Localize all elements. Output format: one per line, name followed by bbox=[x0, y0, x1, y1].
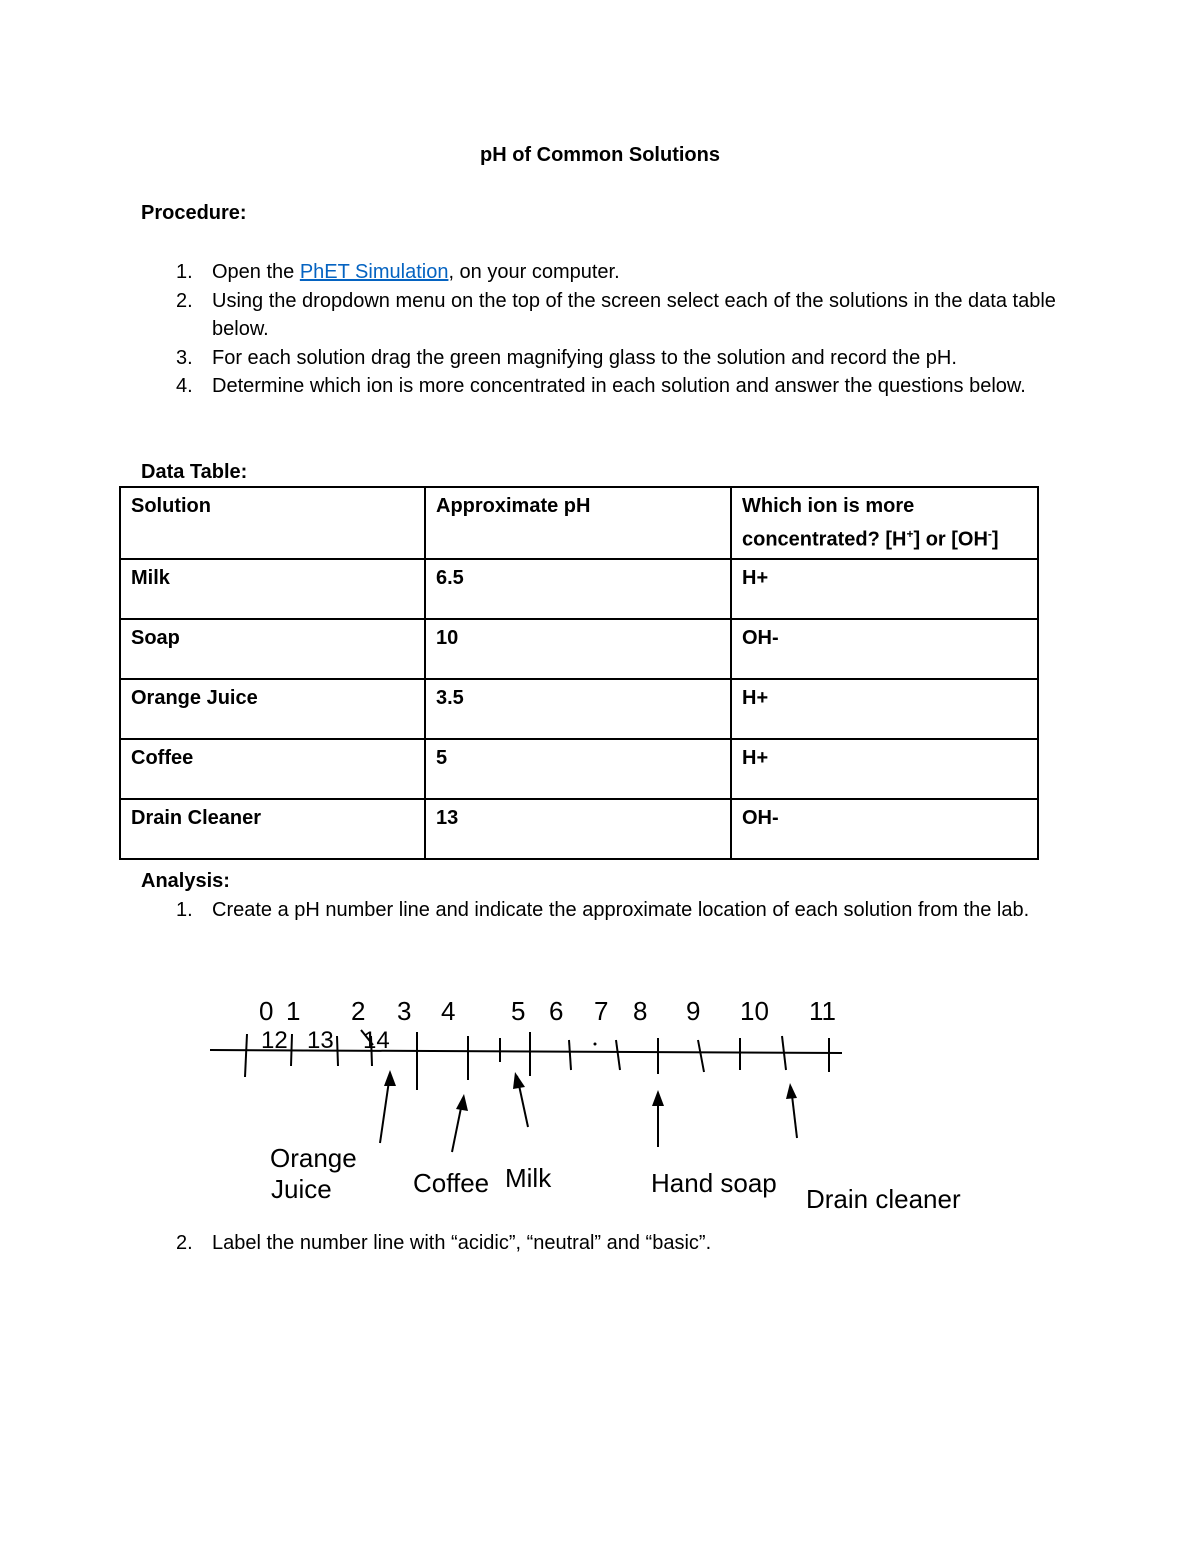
solution-label-coffee: Coffee bbox=[413, 1168, 490, 1198]
solution-label-orange: Orange bbox=[270, 1143, 357, 1173]
solution-cell: Soap bbox=[120, 619, 425, 679]
step-text: Open the bbox=[212, 261, 300, 283]
data-table-heading: Data Table: bbox=[141, 461, 248, 483]
phet-simulation-link[interactable]: PhET Simulation bbox=[299, 261, 449, 283]
tick-mark bbox=[337, 1036, 338, 1066]
question-number: 2. bbox=[176, 1232, 193, 1254]
column-header-solution: Solution bbox=[120, 487, 425, 559]
ph-label: 3 bbox=[397, 996, 412, 1026]
ph-label: 5 bbox=[511, 996, 526, 1026]
ion-cell: OH- bbox=[731, 619, 1038, 679]
analysis-heading: Analysis: bbox=[141, 870, 230, 892]
arrowhead bbox=[652, 1090, 664, 1106]
solution-label-milk: Milk bbox=[505, 1163, 552, 1193]
question-text: Label the number line with “acidic”, “neutral” and “basic”. bbox=[212, 1232, 712, 1254]
tick-mark bbox=[245, 1034, 247, 1077]
ph-cell: 13 bbox=[425, 799, 731, 859]
stray-dot bbox=[594, 1043, 597, 1046]
solution-label-juice: Juice bbox=[271, 1174, 332, 1204]
tick-mark bbox=[698, 1040, 704, 1072]
analysis-question-2 bbox=[176, 1229, 1056, 1258]
tick-mark bbox=[616, 1040, 620, 1070]
ph-cell: 10 bbox=[425, 619, 731, 679]
ph-label: 8 bbox=[633, 996, 648, 1026]
ion-cell: OH- bbox=[731, 799, 1038, 859]
arrowhead bbox=[786, 1083, 797, 1099]
arrowhead bbox=[513, 1072, 525, 1089]
arrowhead bbox=[384, 1070, 396, 1086]
ion-cell: H+ bbox=[731, 739, 1038, 799]
analysis-list-continued bbox=[176, 1229, 1056, 1258]
step-number: 3. bbox=[176, 346, 193, 369]
ph-label: 0 bbox=[259, 996, 274, 1026]
step-text: , on your computer. bbox=[448, 261, 620, 283]
solution-label-drain-cleaner: Drain cleaner bbox=[806, 1184, 961, 1214]
ph-label: 9 bbox=[686, 996, 701, 1026]
ph-cell: 3.5 bbox=[425, 679, 731, 739]
arrowhead bbox=[456, 1094, 468, 1111]
solution-cell: Coffee bbox=[120, 739, 425, 799]
solution-cell: Orange Juice bbox=[120, 679, 425, 739]
ph-label: 14 bbox=[363, 1027, 390, 1054]
ph-cell: 6.5 bbox=[425, 559, 731, 619]
ph-label: 1 bbox=[286, 996, 301, 1026]
step-number: 2. bbox=[176, 289, 193, 312]
ph-label: 12 bbox=[261, 1027, 288, 1054]
column-header-ion: Which ion is more concentrated? [H+] or [OH-] bbox=[731, 487, 1038, 559]
ph-cell: 5 bbox=[425, 739, 731, 799]
ph-label: 7 bbox=[594, 996, 609, 1026]
number-line-axis bbox=[210, 1050, 842, 1053]
ph-label: 2 bbox=[351, 996, 366, 1026]
solution-cell: Drain Cleaner bbox=[120, 799, 425, 859]
tick-mark bbox=[569, 1040, 571, 1070]
column-header-ph: Approximate pH bbox=[425, 487, 731, 559]
question-text: Create a pH number line and indicate the approximate location of each solution from the lab. bbox=[212, 899, 1030, 921]
step-text: Using the dropdown menu on the top of the screen select each of the solutions in the data table below. bbox=[212, 289, 1056, 340]
step-text: For each solution drag the green magnifying glass to the solution and record the pH. bbox=[212, 346, 957, 369]
procedure-heading: Procedure: bbox=[141, 202, 247, 224]
step-number: 4. bbox=[176, 375, 193, 397]
ph-label: 11 bbox=[809, 996, 836, 1026]
step-text: Determine which ion is more concentrated in each solution and answer the questions below. bbox=[212, 375, 1026, 397]
ph-label: 6 bbox=[549, 996, 564, 1026]
page-title: pH of Common Solutions bbox=[480, 144, 720, 166]
ion-cell: H+ bbox=[731, 679, 1038, 739]
solution-cell: Milk bbox=[120, 559, 425, 619]
ph-label: 4 bbox=[441, 996, 456, 1026]
solution-label-hand-soap: Hand soap bbox=[651, 1168, 777, 1198]
ph-label: 10 bbox=[740, 996, 769, 1026]
tick-mark bbox=[291, 1034, 292, 1066]
question-number: 1. bbox=[176, 899, 193, 921]
ion-cell: H+ bbox=[731, 559, 1038, 619]
step-number: 1. bbox=[176, 261, 193, 283]
ph-label: 13 bbox=[307, 1027, 334, 1054]
